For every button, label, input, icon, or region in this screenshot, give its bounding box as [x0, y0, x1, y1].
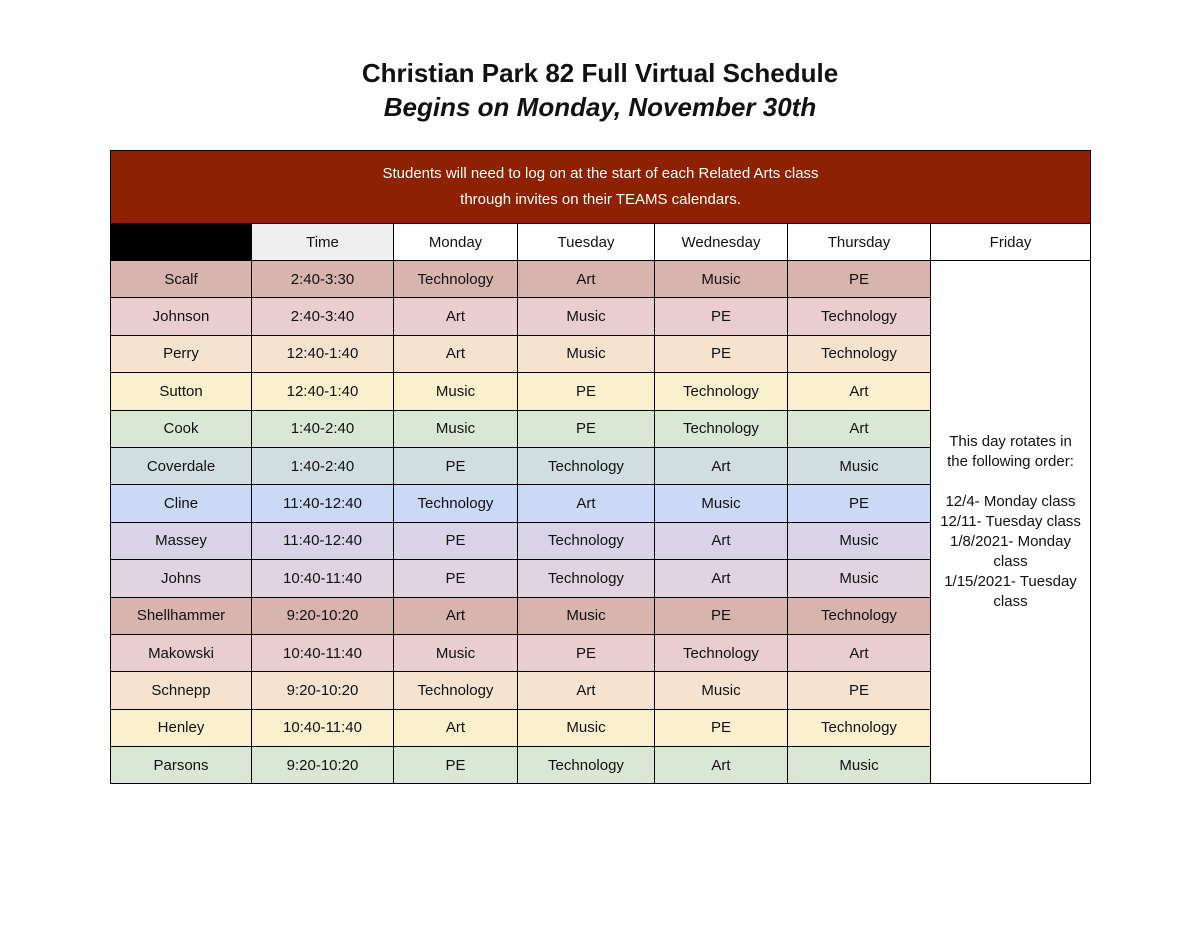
monday-cell: Art — [394, 709, 518, 746]
wednesday-cell: PE — [655, 709, 788, 746]
time-cell: 2:40-3:30 — [252, 261, 394, 298]
monday-cell: Technology — [394, 672, 518, 709]
time-cell: 1:40-2:40 — [252, 447, 394, 484]
monday-cell: PE — [394, 747, 518, 784]
thursday-cell: Music — [788, 747, 931, 784]
title-block — [0, 56, 1200, 124]
thursday-cell: PE — [788, 485, 931, 522]
monday-cell: Music — [394, 634, 518, 671]
teacher-cell: Shellhammer — [111, 597, 252, 634]
tuesday-cell: Music — [518, 709, 655, 746]
thursday-cell: Music — [788, 447, 931, 484]
teacher-cell: Makowski — [111, 634, 252, 671]
thursday-cell: Art — [788, 373, 931, 410]
wednesday-cell: Technology — [655, 634, 788, 671]
thursday-cell: Music — [788, 560, 931, 597]
friday-note-line-2: the following order: — [947, 453, 1074, 471]
thursday-cell: Music — [788, 522, 931, 559]
friday-note-spacer — [931, 472, 1090, 492]
wednesday-cell: PE — [655, 335, 788, 372]
tuesday-cell: Art — [518, 261, 655, 298]
tuesday-cell: Technology — [518, 522, 655, 559]
time-cell: 10:40-11:40 — [252, 560, 394, 597]
header-friday: Friday — [931, 224, 1091, 261]
monday-cell: Art — [394, 335, 518, 372]
teacher-cell: Sutton — [111, 373, 252, 410]
time-cell: 2:40-3:40 — [252, 298, 394, 335]
time-cell: 9:20-10:20 — [252, 672, 394, 709]
teacher-cell: Johns — [111, 560, 252, 597]
monday-cell: PE — [394, 522, 518, 559]
thursday-cell: Technology — [788, 298, 931, 335]
monday-cell: PE — [394, 447, 518, 484]
tuesday-cell: PE — [518, 373, 655, 410]
time-cell: 9:20-10:20 — [252, 747, 394, 784]
wednesday-cell: Art — [655, 522, 788, 559]
banner-line-1: Students will need to log on at the start of each Related Arts class — [382, 165, 819, 182]
friday-rotation-item: class — [993, 593, 1028, 611]
wednesday-cell: Technology — [655, 410, 788, 447]
wednesday-cell: Music — [655, 261, 788, 298]
tuesday-cell: Music — [518, 597, 655, 634]
header-row — [111, 224, 1091, 261]
header-time: Time — [252, 224, 394, 261]
table-row — [111, 261, 1091, 298]
banner-cell — [111, 151, 1091, 224]
page-subtitle: Begins on Monday, November 30th — [383, 92, 817, 122]
monday-cell: Technology — [394, 485, 518, 522]
thursday-cell: Art — [788, 634, 931, 671]
time-cell: 11:40-12:40 — [252, 485, 394, 522]
wednesday-cell: PE — [655, 597, 788, 634]
friday-rotation-item: 1/15/2021- Tuesday — [944, 573, 1077, 591]
friday-note-line-1: This day rotates in — [949, 433, 1072, 451]
thursday-cell: Technology — [788, 709, 931, 746]
teacher-cell: Massey — [111, 522, 252, 559]
monday-cell: Music — [394, 410, 518, 447]
header-monday: Monday — [394, 224, 518, 261]
time-cell: 9:20-10:20 — [252, 597, 394, 634]
time-cell: 1:40-2:40 — [252, 410, 394, 447]
time-cell: 10:40-11:40 — [252, 709, 394, 746]
wednesday-cell: Art — [655, 560, 788, 597]
tuesday-cell: Music — [518, 298, 655, 335]
teacher-cell: Cook — [111, 410, 252, 447]
wednesday-cell: Art — [655, 747, 788, 784]
friday-rotation-item: 1/8/2021- Monday — [950, 533, 1071, 551]
header-tuesday: Tuesday — [518, 224, 655, 261]
wednesday-cell: Art — [655, 447, 788, 484]
thursday-cell: PE — [788, 261, 931, 298]
time-cell: 11:40-12:40 — [252, 522, 394, 559]
monday-cell: Art — [394, 597, 518, 634]
monday-cell: PE — [394, 560, 518, 597]
teacher-cell: Coverdale — [111, 447, 252, 484]
wednesday-cell: PE — [655, 298, 788, 335]
tuesday-cell: Technology — [518, 560, 655, 597]
thursday-cell: Art — [788, 410, 931, 447]
teacher-cell: Cline — [111, 485, 252, 522]
teacher-cell: Parsons — [111, 747, 252, 784]
tuesday-cell: Technology — [518, 447, 655, 484]
monday-cell: Art — [394, 298, 518, 335]
thursday-cell: Technology — [788, 597, 931, 634]
header-corner — [111, 224, 252, 261]
tuesday-cell: Art — [518, 672, 655, 709]
tuesday-cell: Technology — [518, 747, 655, 784]
teacher-cell: Perry — [111, 335, 252, 372]
teacher-cell: Henley — [111, 709, 252, 746]
teacher-cell: Scalf — [111, 261, 252, 298]
banner-row — [111, 151, 1091, 224]
time-cell: 12:40-1:40 — [252, 373, 394, 410]
wednesday-cell: Music — [655, 672, 788, 709]
tuesday-cell: Art — [518, 485, 655, 522]
friday-rotation-item: 12/4- Monday class — [945, 493, 1076, 511]
teacher-cell: Schnepp — [111, 672, 252, 709]
teacher-cell: Johnson — [111, 298, 252, 335]
friday-rotation-item: class — [993, 553, 1028, 571]
tuesday-cell: PE — [518, 410, 655, 447]
time-cell: 12:40-1:40 — [252, 335, 394, 372]
time-cell: 10:40-11:40 — [252, 634, 394, 671]
wednesday-cell: Music — [655, 485, 788, 522]
header-thursday: Thursday — [788, 224, 931, 261]
monday-cell: Technology — [394, 261, 518, 298]
thursday-cell: Technology — [788, 335, 931, 372]
wednesday-cell: Technology — [655, 373, 788, 410]
friday-rotation-note — [931, 261, 1091, 784]
header-wednesday: Wednesday — [655, 224, 788, 261]
page-title: Christian Park 82 Full Virtual Schedule — [361, 58, 839, 88]
banner-line-2: through invites on their TEAMS calendars. — [460, 191, 741, 208]
thursday-cell: PE — [788, 672, 931, 709]
friday-rotation-item: 12/11- Tuesday class — [940, 513, 1081, 531]
tuesday-cell: PE — [518, 634, 655, 671]
tuesday-cell: Music — [518, 335, 655, 372]
schedule-table — [110, 150, 1091, 784]
monday-cell: Music — [394, 373, 518, 410]
